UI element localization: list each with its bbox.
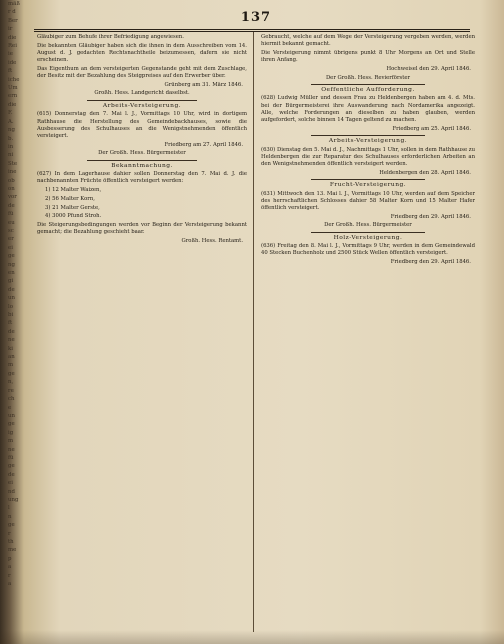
margin-fragment: on [8,185,15,192]
notice-paragraph: (627) In dem Lagerhause dahier sollen Donnerstag den 7. Mai d. J. die nachbenannten Früchte öffentlich versteigert werden: [37,171,247,185]
margin-fragment: fü [8,454,14,461]
notice-paragraph: Die Versteigerung nimmt übrigens punkt 8 Uhr Morgens an Ort und Stelle ihren Anfang. [261,49,475,64]
page-number: 137 [240,10,272,25]
notice-paragraph: 1) 12 Malter Waizen, [45,187,102,194]
signature-line: Hochweisel den 29. April 1846. [386,65,471,72]
section-divider [311,135,425,136]
margin-fragment: die [8,34,17,41]
margin-fragment: sc [8,227,14,234]
margin-fragment: Rei [8,43,17,50]
section-heading: Arbeits-Versteigerung. [328,137,408,144]
page-edge-shadow [0,630,504,644]
authority-line: Der Großh. Hess. Revierförster [325,74,411,81]
section-heading: Arbeits-Versteigerung. [102,102,182,109]
margin-fragment: re [8,387,14,394]
notice-paragraph: (628) Ludwig Müller und dessen Frau zu Heldenbergen haben am 4. d. Mts. bei der Bürgermeisterei ihre Auswanderung nach Nordamerika angezeigt. Alle, welche Forderungen an dieselben zu haben glauben, werden aufgefordert, solche binnen 14 Tagen geltend zu machen. [261,95,475,123]
margin-fragment: un [8,295,15,302]
margin-fragment: ni [8,152,14,159]
margin-fragment: l [8,505,10,512]
signature-line: Großh. Hess. Rentamt. [181,238,243,245]
authority-line: Der Großh. Hess. Bürgermeister [98,150,186,157]
margin-fragment: vor [8,194,17,201]
margin-fragment: ine [8,169,17,176]
margin-fragment: th [8,539,14,545]
margin-fragment: iche [8,76,20,83]
notice-paragraph: Gebraucht, welche auf dem Wege der Versteigerung vergeben werden, werden hiermit bekannt gemacht. [261,34,475,48]
margin-fragment: ge [8,463,15,470]
margin-fragment: ir [8,26,13,33]
margin-fragment: ei [8,244,13,251]
margin-fragment: A. [8,118,14,125]
margin-fragment: ei [8,480,13,487]
header-rule-bottom [34,31,470,32]
section-divider [87,100,197,101]
margin-fragment: de [8,328,15,335]
margin-fragment: en [8,270,15,276]
margin-fragment: ch [8,396,15,403]
section-heading: Holz-Versteigerung. [333,234,403,241]
margin-fragment: m [8,362,14,369]
margin-fragment: n, [8,379,14,386]
margin-fragment: m [8,438,14,445]
margin-fragment: r [8,572,11,579]
left-column [37,34,247,638]
notice-paragraph: Gläubiger zum Behufe ihrer Befriedigung angewiesen. [37,34,184,40]
margin-fragment: bi [8,312,14,319]
margin-fragment: lo [8,303,13,310]
margin-fragment: un [8,412,15,419]
margin-fragment: p [8,555,12,562]
margin-fragment: a [8,581,12,588]
margin-fragment: ge [8,522,15,529]
margin-fragment: de [8,471,15,478]
signature-line: Grünberg am 31. März 1846. [164,81,243,88]
notice-paragraph: Das Eigenthum an dem versteigerten Gegenstande geht mit dem Zuschlage, der Besitz mit der Bezahlung des Steigpreises auf den Erwerber über. [37,65,247,79]
margin-fragment: ung [8,496,19,503]
margin-fragment: n [8,513,12,520]
signature-line: Friedberg am 27. April 1846. [164,141,243,148]
margin-fragment: ide [8,59,17,66]
margin-fragment: ng [8,127,15,134]
margin-fragment: die [8,101,17,108]
margin-fragment: Ber [8,17,18,24]
margin-fragment: Ste [8,160,18,167]
margin-fragment: eu [8,219,15,226]
authority-line: Der Großh. Hess. Bürgermeister [324,222,412,229]
margin-fragment: gi [8,278,14,285]
notice-paragraph: 2) 56 Malter Korn, [45,195,95,202]
margin-fragment: ge [8,370,15,377]
notice-paragraph: (631) Mittwoch den 13. Mai l. J., Vormittags 10 Uhr, werden auf dem Speicher des herrschaftlichen Schlosses dahier 58 Malter Korn und 15 Malter Hafer öffentlich versteigert. [261,190,475,211]
section-heading: Oeffentliche Aufforderung. [321,86,415,93]
margin-fragment: ob [8,177,15,184]
margin-fragment: me [8,547,17,554]
notice-paragraph: (630) Dienstag den 5. Mai d. J., Nachmittags 1 Uhr, sollen in dem Rathhause zu Heldenbergen die zur Reparatur des Schulhauses erforderlichen Arbeiten an den Wenigstnehmenden öffentlich versteigert werden. [261,146,475,167]
margin-fragment: a [8,564,12,571]
margin-fragment: r [8,530,11,537]
notice-paragraph: 4) 3000 Pfund Stroh. [45,213,102,220]
margin-fragment: F. [8,110,13,117]
header-rule-top [34,29,470,30]
signature-line: Friedberg den 29. April 1846. [390,259,471,266]
margin-fragment: Um [8,85,18,92]
section-divider [311,232,425,233]
signature-line: Heldenbergen den 28. April 1846. [379,169,471,176]
margin-fragment: ng [8,261,15,268]
notice-paragraph: (636) Freitag den 8. Mai l. J., Vormittags 9 Uhr, werden in dem Gemeindewald 40 Stecken Buchenholz und 2500 Stück Wellen öffentlich versteigert. [261,243,475,257]
column-divider [253,32,254,632]
section-divider [311,179,425,180]
left-page-margin-fragments [8,0,32,644]
margin-fragment: ge [8,421,15,428]
margin-fragment: r d [8,9,16,16]
margin-fragment: ki [8,345,13,352]
notice-paragraph: Die bekannten Gläubiger haben sich die ihnen in dem Ausschreiben vom 14. August d. J. gedachten Rechtsnachtheile beizumessen, dafern sie nicht erscheinen. [37,42,247,64]
notice-paragraph: (615) Donnerstag den 7. Mai l. J., Vormittags 10 Uhr, wird in dortigem Rathhause die Herstellung des Gemeindebackhauses, sowie die Ausbesserung des Schulhauses an die Wenigstnehmenden öffentlich versteigert. [37,111,247,139]
margin-fragment: ne [8,337,15,344]
margin-fragment: ig [8,429,14,436]
margin-fragment: er [8,236,14,243]
authority-line: Großh. Hess. Landgericht daselbst. [94,90,190,97]
margin-fragment: in [8,143,14,150]
margin-fragment: fü [8,211,14,218]
notice-paragraph: 3) 21 Malter Gerste, [45,204,100,211]
margin-fragment: mäß [8,1,20,7]
section-heading: Frucht-Versteigerung. [329,181,407,188]
signature-line: Friedberg am 25. April 1846. [392,125,471,132]
margin-fragment: de [8,286,15,293]
signature-line: Friedberg den 29. April 1846. [390,213,471,220]
section-heading: Bekanntmachung. [111,162,173,169]
notice-paragraph: Die Steigerungsbedingungen werden vor Beginn der Versteigerung bekannt gemacht; die Bezahlung geschieht baar. [37,222,247,236]
margin-fragment: ge [8,253,15,260]
margin-fragment: an [8,354,15,361]
margin-fragment: ft [8,68,13,75]
section-divider [311,84,425,85]
margin-fragment: ern [8,93,18,100]
margin-fragment: ie [8,51,13,58]
margin-fragment: ne [8,446,15,453]
margin-fragment: de [8,202,15,209]
margin-fragment: b. [8,135,14,142]
margin-fragment: ft [8,320,13,327]
margin-fragment: e [8,404,12,411]
margin-fragment: nd [8,488,15,495]
right-column [261,34,475,638]
section-divider [87,160,197,161]
